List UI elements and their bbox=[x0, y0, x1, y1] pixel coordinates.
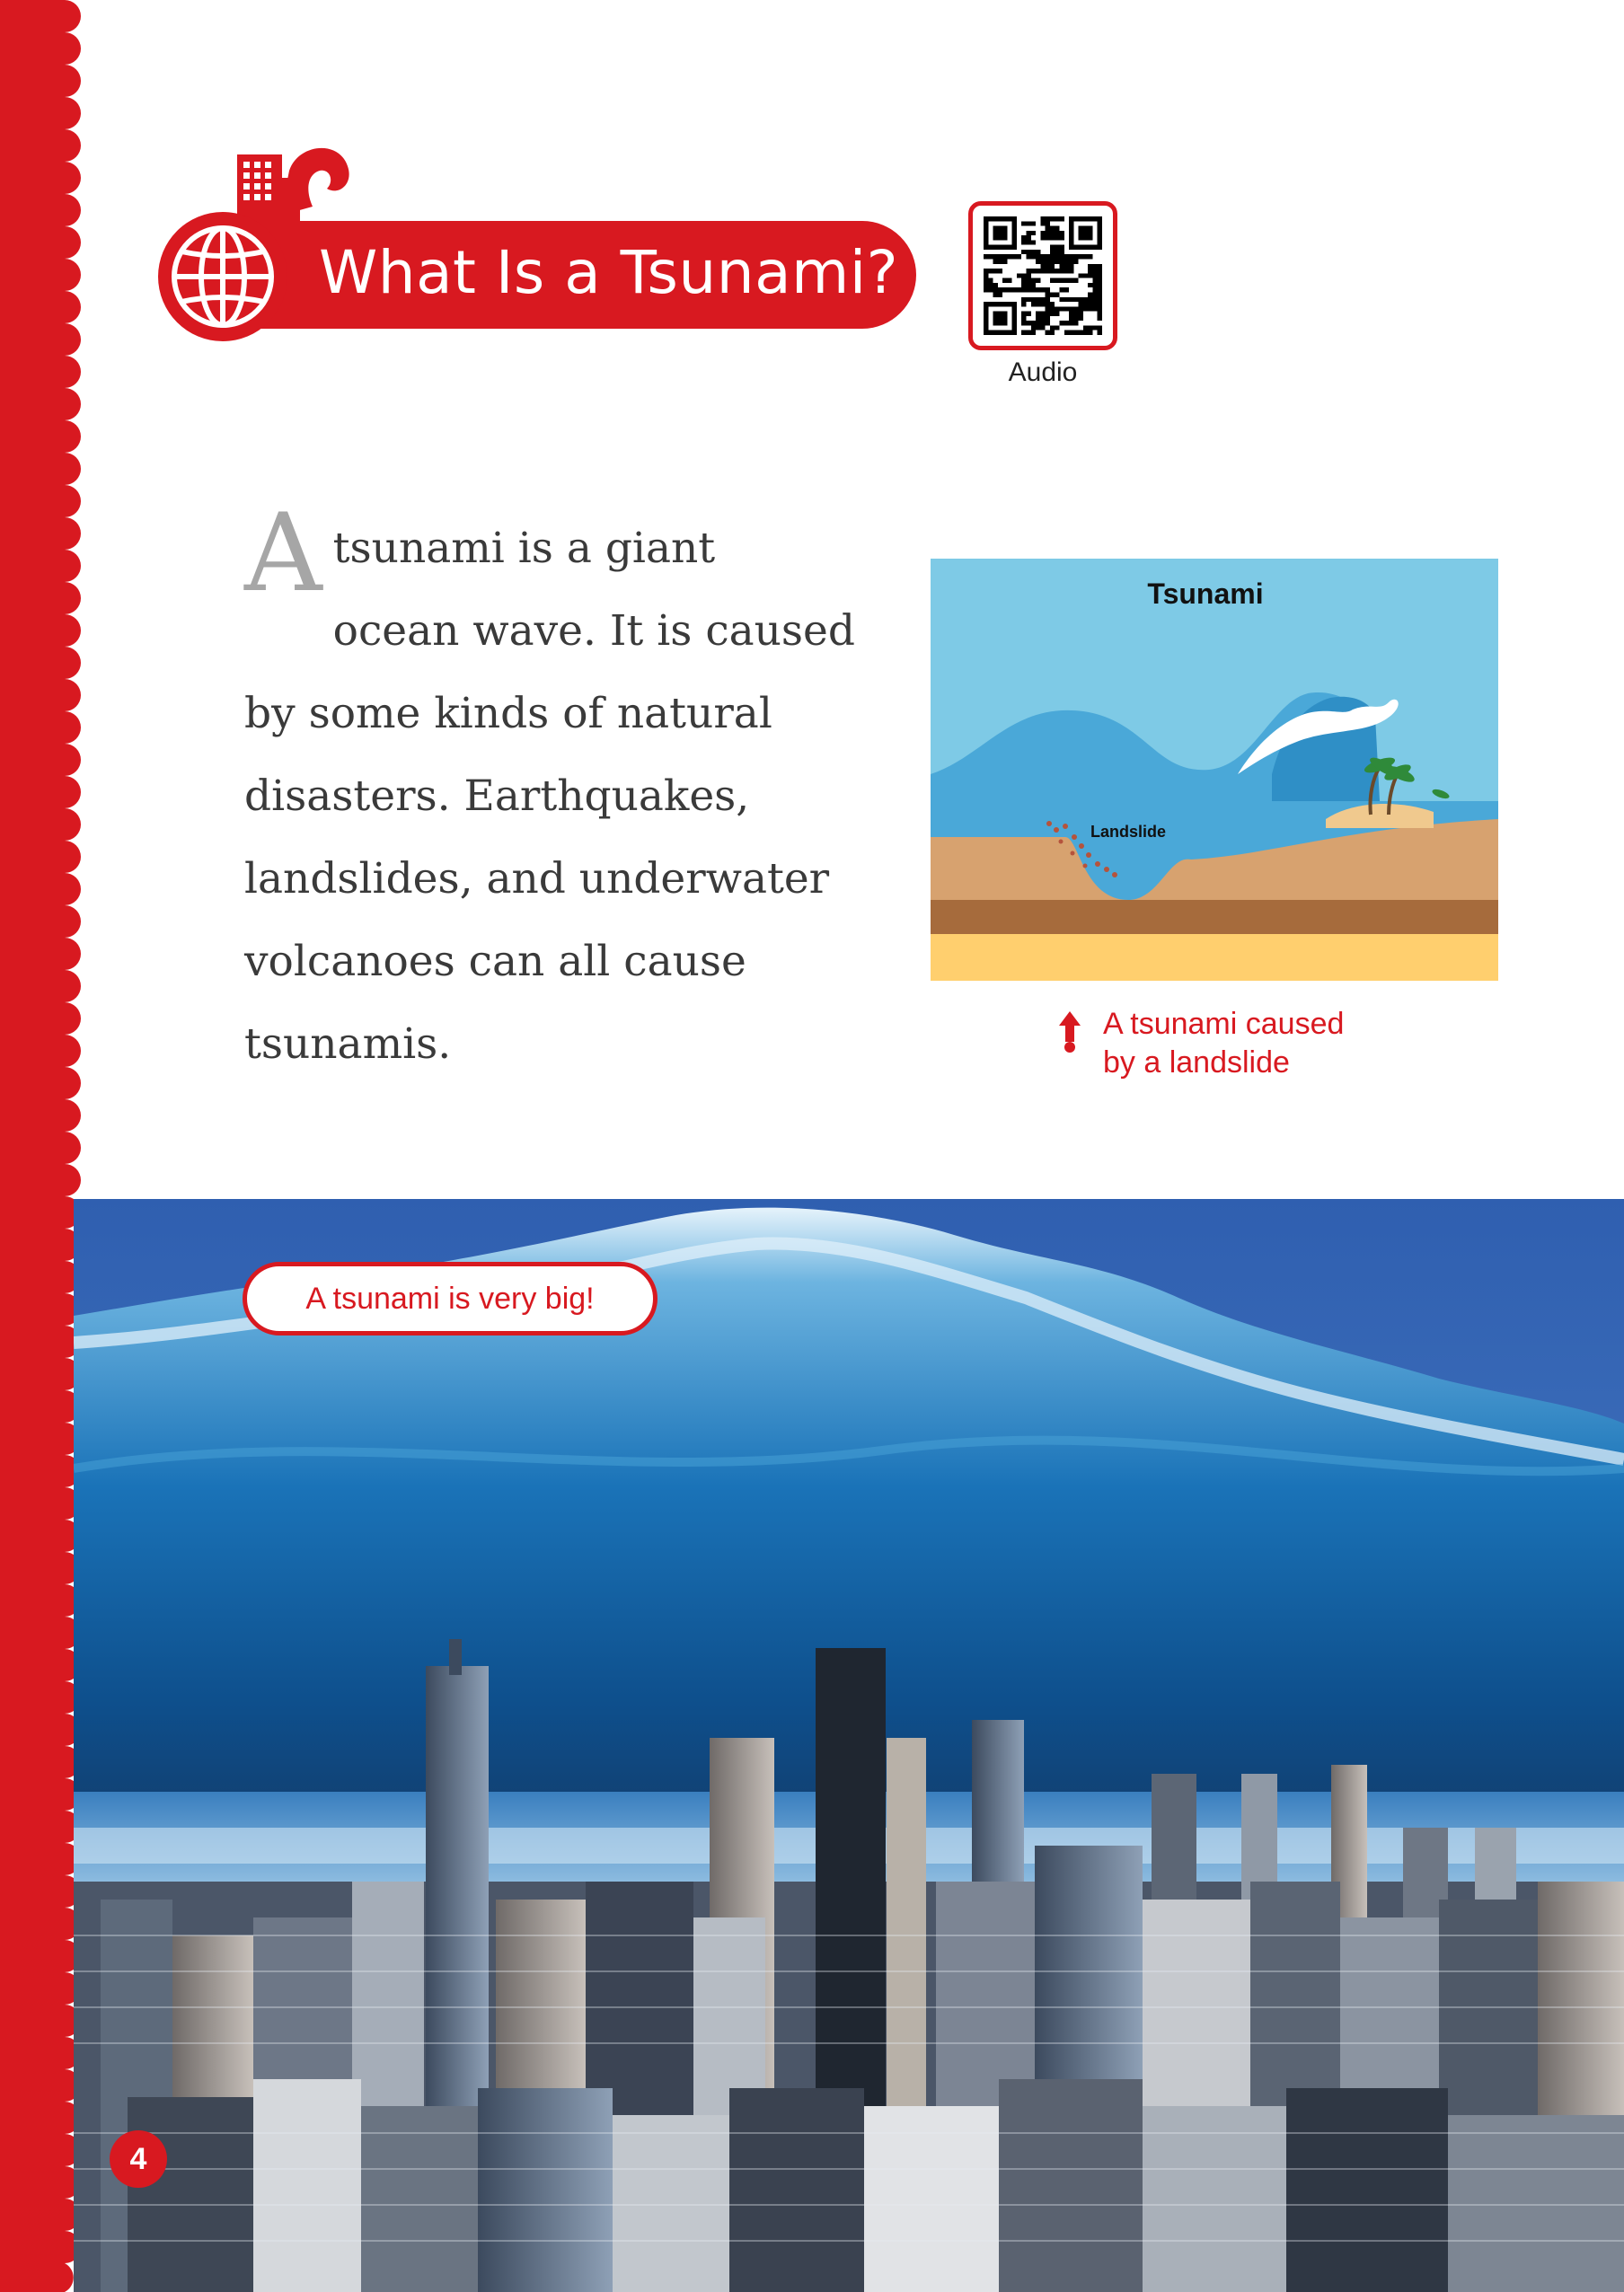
paragraph-line: disasters. Earthquakes, bbox=[244, 771, 750, 821]
arrow-up-icon bbox=[1058, 1009, 1081, 1054]
paragraph-line: landslides, and underwater bbox=[244, 854, 830, 904]
tsunami-diagram bbox=[931, 559, 1498, 981]
landslide-label: Landslide bbox=[1090, 823, 1167, 841]
paragraph-line: ocean wave. It is caused bbox=[332, 606, 855, 656]
diagram-title: Tsunami bbox=[1147, 577, 1264, 610]
caption-line: by a landslide bbox=[1103, 1045, 1290, 1080]
tsunami-city-photo bbox=[74, 1199, 1624, 2292]
paragraph-line: tsunamis. bbox=[244, 1019, 452, 1069]
qr-code-icon bbox=[984, 216, 1102, 335]
page-title: What Is a Tsunami? bbox=[319, 238, 899, 307]
paragraph-line: tsunami is a giant bbox=[332, 524, 716, 573]
caption-line: A tsunami caused bbox=[1103, 1007, 1345, 1041]
qr-label: Audio bbox=[1008, 357, 1078, 387]
diagram-caption bbox=[1103, 1005, 1480, 1082]
body-paragraph bbox=[244, 491, 891, 1086]
drop-cap: A bbox=[244, 491, 322, 616]
qr-code[interactable] bbox=[968, 201, 1117, 350]
speech-bubble: A tsunami is very big! bbox=[243, 1262, 658, 1336]
paragraph-line: volcanoes can all cause bbox=[244, 937, 746, 986]
paragraph-line: by some kinds of natural bbox=[244, 689, 772, 738]
page-number: 4 bbox=[110, 2130, 167, 2188]
diagram-bottom bbox=[931, 934, 1498, 981]
diagram-soil bbox=[931, 900, 1498, 934]
